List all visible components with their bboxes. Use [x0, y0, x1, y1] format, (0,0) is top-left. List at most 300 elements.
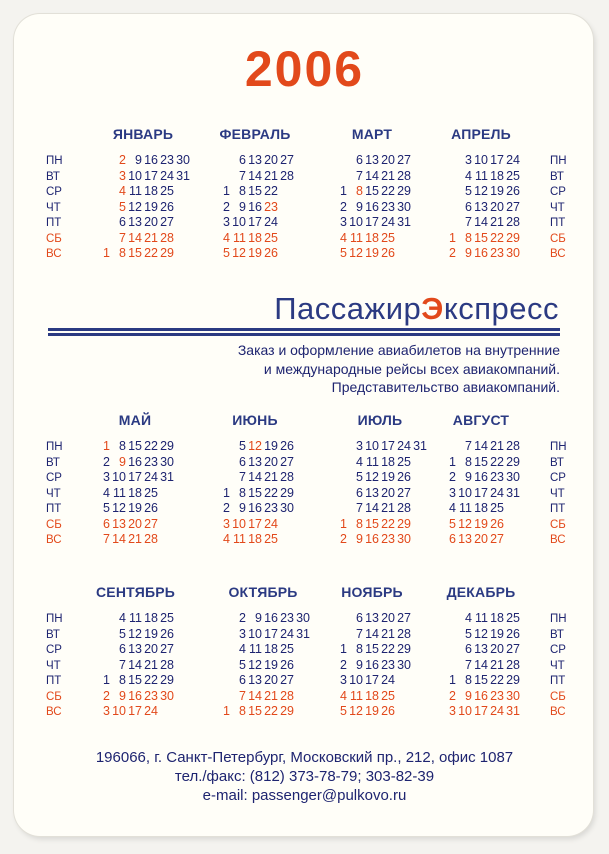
- day-label: ВС: [550, 248, 566, 260]
- day-cell: 18: [474, 501, 488, 515]
- day-cell: 18: [144, 611, 158, 625]
- day-cell: 18: [365, 688, 379, 703]
- day-cell: 20: [381, 153, 395, 167]
- day-cell: 18: [248, 230, 262, 245]
- day-cell: 14: [248, 470, 262, 484]
- month-days: [96, 439, 174, 548]
- day-cell: 22: [381, 642, 395, 656]
- day-label: ПТ: [550, 503, 566, 515]
- month-days: [333, 611, 411, 720]
- day-cell: 12: [474, 626, 488, 641]
- day-cell: 15: [248, 704, 262, 718]
- day-cell: 8: [239, 485, 246, 500]
- day-cell: 11: [475, 168, 488, 183]
- day-cell: 8: [356, 642, 363, 656]
- day-cell: 5: [465, 184, 472, 198]
- day-cell: 22: [490, 230, 504, 245]
- day-cell: 22: [264, 485, 278, 500]
- day-cell: 11: [350, 230, 363, 245]
- day-cell: 11: [350, 688, 363, 703]
- day-cell: 8: [239, 184, 246, 198]
- day-cell: 26: [264, 246, 278, 260]
- day-cell: [96, 215, 110, 231]
- day-cell: 11: [249, 642, 262, 656]
- day-cell: 3: [119, 168, 126, 183]
- day-cell: 9: [465, 688, 472, 703]
- day-cell: 18: [264, 642, 278, 656]
- day-cell: 27: [397, 611, 411, 625]
- day-cell: 2: [340, 532, 347, 546]
- day-cell: 26: [397, 470, 411, 484]
- day-cell: 15: [365, 184, 379, 198]
- day-cell: [216, 470, 230, 486]
- day-cell: 1: [340, 642, 347, 656]
- day-cell: 11: [233, 230, 246, 245]
- day-cell: 16: [474, 688, 488, 703]
- day-cell: 1: [340, 184, 347, 198]
- day-cell: 23: [381, 532, 395, 546]
- day-cell: 4: [465, 611, 472, 625]
- day-cell: 8: [119, 246, 126, 260]
- day-cell: [176, 246, 190, 262]
- day-cell: 17: [264, 626, 278, 641]
- day-cell: 7: [103, 532, 110, 546]
- day-cell: 25: [280, 642, 294, 656]
- month-name: ФЕВРАЛЬ: [219, 126, 291, 142]
- day-cell: 11: [366, 454, 379, 469]
- month-block: [333, 412, 427, 548]
- day-cell: 3: [449, 485, 456, 500]
- day-label: ПН: [46, 441, 63, 453]
- day-cell: 17: [248, 215, 262, 229]
- day-cell: [280, 246, 294, 262]
- day-cell: 22: [264, 704, 278, 718]
- tagline-line-1: Заказ и оформление авиабилетов на внутренние: [237, 342, 560, 358]
- month-days: [216, 153, 294, 262]
- day-cell: 11: [113, 485, 126, 500]
- day-cell: [397, 246, 411, 262]
- day-cell: 20: [381, 485, 395, 500]
- day-label: СБ: [46, 690, 62, 703]
- day-labels-right: [550, 154, 567, 263]
- day-cell: [216, 673, 230, 689]
- day-cell: 20: [264, 673, 278, 687]
- day-label: СР: [550, 472, 566, 484]
- day-cell: 19: [264, 657, 278, 672]
- day-cell: 29: [397, 516, 411, 531]
- month-name: ИЮЛЬ: [357, 412, 403, 428]
- day-cell: 31: [296, 626, 310, 641]
- day-cell: 12: [128, 626, 142, 641]
- day-cell: 4: [356, 454, 363, 469]
- day-cell: 10: [128, 168, 142, 183]
- day-cell: 15: [128, 673, 142, 687]
- day-cell: 16: [128, 688, 142, 703]
- month-block: [442, 126, 520, 262]
- day-cell: 28: [280, 688, 294, 703]
- day-cell: 3: [103, 470, 110, 484]
- day-cell: 3: [356, 439, 363, 453]
- day-cell: 21: [381, 168, 395, 183]
- month-days: [442, 611, 520, 720]
- month-name: ДЕКАБРЬ: [446, 584, 516, 600]
- day-cell: 26: [280, 439, 294, 453]
- day-cell: [160, 501, 174, 517]
- day-cell: [216, 611, 230, 627]
- day-cell: 30: [160, 688, 174, 703]
- day-label: ВС: [46, 706, 62, 718]
- day-cell: [442, 642, 456, 658]
- day-cell: 17: [490, 153, 504, 167]
- day-cell: [397, 231, 411, 247]
- day-cell: [280, 517, 294, 533]
- day-cell: 31: [397, 215, 411, 229]
- month-block: [442, 412, 520, 548]
- day-cell: 16: [365, 199, 379, 214]
- day-cell: 10: [248, 626, 262, 641]
- day-cell: 11: [233, 532, 246, 546]
- day-cell: 26: [506, 626, 520, 641]
- tagline-line-3: Представительство авиакомпаний.: [331, 379, 560, 395]
- day-cell: 30: [397, 532, 411, 546]
- day-cell: 11: [129, 611, 142, 625]
- day-cell: 27: [160, 642, 174, 656]
- day-cell: 21: [264, 168, 278, 183]
- month-days: [333, 439, 427, 548]
- day-cell: 6: [356, 611, 363, 625]
- day-cell: 13: [474, 642, 488, 656]
- day-cell: 28: [506, 439, 520, 453]
- footer-email[interactable]: e-mail: passenger@pulkovo.ru: [202, 787, 407, 804]
- day-cell: 19: [144, 626, 158, 641]
- day-cell: 4: [449, 501, 456, 515]
- day-cell: 25: [160, 184, 174, 198]
- day-cell: 7: [356, 501, 363, 515]
- day-cell: 29: [506, 230, 520, 245]
- day-label: СБ: [550, 690, 566, 703]
- day-label: ВТ: [46, 628, 60, 641]
- day-cell: 6: [356, 153, 363, 167]
- day-cell: 7: [465, 215, 472, 229]
- day-cell: 28: [160, 230, 174, 245]
- day-cell: 18: [144, 184, 158, 198]
- day-cell: [296, 642, 310, 658]
- day-cell: 15: [474, 454, 488, 469]
- month-block: [442, 584, 520, 720]
- day-cell: 25: [381, 688, 395, 703]
- day-cell: [442, 200, 456, 216]
- day-cell: 13: [248, 153, 262, 167]
- day-cell: 4: [465, 168, 472, 183]
- day-cell: 8: [356, 516, 363, 531]
- brand-logo-part2: кспресс: [443, 291, 559, 326]
- day-cell: [176, 184, 190, 200]
- day-label: ВТ: [550, 456, 564, 469]
- day-cell: 17: [248, 516, 262, 531]
- day-cell: 27: [280, 673, 294, 687]
- day-cell: 6: [239, 673, 246, 687]
- day-cell: 3: [340, 215, 347, 229]
- day-cell: [280, 231, 294, 247]
- day-cell: 8: [465, 454, 472, 469]
- day-cell: 16: [474, 246, 488, 260]
- day-label: ВС: [46, 248, 62, 260]
- day-cell: 3: [465, 153, 472, 167]
- day-cell: 12: [365, 470, 379, 484]
- day-cell: 17: [144, 168, 158, 183]
- day-cell: 5: [239, 439, 246, 453]
- day-label: ВС: [550, 706, 566, 718]
- brand-rule-top: [48, 328, 560, 331]
- day-cell: 20: [264, 454, 278, 469]
- day-cell: 14: [474, 215, 488, 229]
- day-cell: [442, 184, 456, 200]
- day-cell: 5: [223, 246, 230, 260]
- day-cell: 29: [160, 673, 174, 687]
- day-labels-right: [550, 612, 567, 721]
- day-cell: 2: [449, 470, 456, 484]
- day-cell: 12: [232, 246, 246, 260]
- day-cell: 12: [248, 439, 262, 453]
- day-label: ПН: [550, 441, 567, 453]
- month-block: [96, 126, 190, 262]
- day-cell: 28: [397, 168, 411, 183]
- day-cell: 21: [144, 230, 158, 245]
- day-cell: 22: [490, 454, 504, 469]
- day-cell: 4: [223, 532, 230, 546]
- day-cell: 27: [280, 454, 294, 469]
- day-cell: [216, 627, 230, 643]
- day-cell: [160, 532, 174, 548]
- day-cell: 11: [459, 501, 472, 515]
- day-cell: 13: [365, 611, 379, 625]
- day-cell: 22: [381, 184, 395, 198]
- day-cell: 23: [264, 501, 278, 515]
- day-cell: 13: [128, 642, 142, 656]
- day-cell: 24: [490, 704, 504, 718]
- day-cell: 1: [223, 184, 230, 198]
- day-cell: 19: [264, 439, 278, 453]
- day-cell: 24: [381, 673, 395, 687]
- day-cell: 13: [458, 532, 472, 546]
- day-cell: 14: [248, 688, 262, 703]
- month-block: [333, 126, 411, 262]
- day-cell: 2: [223, 199, 230, 214]
- day-cell: 16: [248, 501, 262, 515]
- day-cell: [442, 153, 456, 169]
- day-cell: 8: [239, 704, 246, 718]
- month-days: [333, 153, 411, 262]
- day-cell: 19: [128, 501, 142, 515]
- day-cell: [333, 486, 347, 502]
- month-name: АПРЕЛЬ: [451, 126, 511, 142]
- day-cell: 10: [458, 704, 472, 718]
- month-block: [216, 584, 310, 720]
- day-cell: 7: [239, 470, 246, 484]
- day-cell: 20: [128, 516, 142, 531]
- day-label: СБ: [550, 518, 566, 531]
- day-label: ЧТ: [550, 487, 565, 500]
- day-cell: 14: [474, 439, 488, 453]
- day-cell: 11: [475, 611, 488, 625]
- day-cell: [280, 184, 294, 200]
- day-cell: 19: [490, 626, 504, 641]
- day-cell: 2: [449, 688, 456, 703]
- day-cell: 14: [365, 626, 379, 641]
- day-cell: [506, 517, 520, 533]
- day-cell: 23: [280, 611, 294, 625]
- day-cell: 23: [144, 688, 158, 703]
- day-cell: 21: [490, 657, 504, 672]
- day-cell: 3: [340, 673, 347, 687]
- day-cell: 10: [474, 153, 488, 167]
- day-label: ПТ: [46, 675, 62, 687]
- day-cell: 14: [365, 501, 379, 515]
- day-cell: 23: [490, 470, 504, 484]
- day-cell: 14: [128, 657, 142, 672]
- day-cell: 3: [449, 704, 456, 718]
- day-cell: 10: [112, 704, 126, 718]
- day-cell: 2: [103, 454, 110, 469]
- day-label: СР: [46, 472, 62, 484]
- day-cell: 12: [128, 199, 142, 214]
- day-cell: 6: [119, 642, 126, 656]
- day-cell: 22: [144, 439, 158, 453]
- day-cell: [160, 486, 174, 502]
- day-cell: 24: [397, 439, 411, 453]
- day-cell: [216, 455, 230, 471]
- day-cell: 28: [280, 168, 294, 183]
- day-cell: [442, 611, 456, 627]
- day-label: ПТ: [46, 503, 62, 515]
- day-cell: 15: [128, 439, 142, 453]
- day-cell: 4: [340, 230, 347, 245]
- month-name: НОЯБРЬ: [341, 584, 403, 600]
- day-cell: 7: [119, 230, 126, 245]
- day-cell: 28: [160, 657, 174, 672]
- day-cell: [176, 231, 190, 247]
- day-label: ПН: [550, 613, 567, 625]
- day-cell: 23: [381, 657, 395, 672]
- day-cell: 25: [506, 168, 520, 183]
- day-label: ПТ: [550, 675, 566, 687]
- day-cell: 18: [365, 230, 379, 245]
- day-label: ПН: [46, 155, 63, 167]
- day-cell: 17: [381, 439, 395, 453]
- day-cell: 17: [128, 704, 142, 718]
- day-cell: 1: [103, 246, 110, 260]
- day-cell: 2: [340, 199, 347, 214]
- day-label: ПТ: [550, 217, 566, 229]
- day-cell: [333, 439, 347, 455]
- day-cell: 22: [144, 246, 158, 260]
- day-label: ЧТ: [550, 201, 565, 214]
- month-name: МАРТ: [351, 126, 393, 142]
- day-cell: 23: [490, 246, 504, 260]
- day-cell: 30: [160, 454, 174, 469]
- day-cell: 27: [397, 153, 411, 167]
- day-cell: 31: [413, 439, 427, 453]
- day-label: СР: [46, 186, 62, 198]
- day-cell: 29: [506, 454, 520, 469]
- day-cell: [96, 658, 110, 674]
- day-cell: 8: [465, 673, 472, 687]
- day-cell: 1: [449, 454, 456, 469]
- day-cell: 6: [465, 642, 472, 656]
- day-cell: 17: [474, 485, 488, 500]
- day-cell: 21: [381, 501, 395, 515]
- tagline-line-2: и международные рейсы всех авиакомпаний.: [263, 360, 560, 377]
- day-cell: 20: [144, 642, 158, 656]
- day-cell: 5: [465, 626, 472, 641]
- day-cell: [397, 689, 411, 705]
- day-cell: 22: [144, 673, 158, 687]
- day-cell: 15: [474, 673, 488, 687]
- day-cell: 31: [506, 485, 520, 500]
- day-cell: 9: [356, 532, 363, 546]
- day-cell: 22: [490, 673, 504, 687]
- day-cell: 11: [129, 184, 142, 198]
- day-cell: 12: [349, 246, 363, 260]
- day-cell: 5: [239, 657, 246, 672]
- day-cell: 25: [381, 230, 395, 245]
- day-labels-left: [46, 612, 63, 721]
- day-cell: [442, 627, 456, 643]
- day-cell: [333, 501, 347, 517]
- day-cell: 21: [264, 470, 278, 484]
- day-cell: 26: [381, 704, 395, 718]
- day-cell: 8: [119, 439, 126, 453]
- day-cell: 24: [264, 215, 278, 229]
- day-cell: 20: [264, 153, 278, 167]
- day-cell: 5: [119, 626, 126, 641]
- day-cell: 18: [490, 168, 504, 183]
- day-cell: 4: [239, 642, 246, 656]
- day-cell: 9: [255, 611, 262, 625]
- day-cell: 15: [365, 516, 379, 531]
- day-cell: [96, 627, 110, 643]
- day-cell: [397, 673, 411, 689]
- day-cell: 22: [264, 184, 278, 198]
- day-cell: 7: [119, 657, 126, 672]
- day-cell: 19: [365, 246, 379, 260]
- footer-address: 196066, г. Санкт-Петербург, Московский пр., 212, офис 1087: [95, 749, 514, 766]
- day-cell: 26: [381, 246, 395, 260]
- day-cell: 4: [119, 184, 126, 198]
- day-label: ВТ: [46, 170, 60, 183]
- day-cell: 15: [128, 246, 142, 260]
- month-name: МАЙ: [118, 412, 152, 428]
- day-cell: 17: [128, 470, 142, 484]
- day-cell: 10: [458, 485, 472, 500]
- day-cell: [413, 532, 427, 548]
- day-cell: 13: [365, 153, 379, 167]
- day-cell: [160, 704, 174, 720]
- day-cell: 30: [506, 246, 520, 260]
- day-cell: 21: [490, 439, 504, 453]
- day-cell: 7: [239, 168, 246, 183]
- day-cell: 18: [248, 532, 262, 546]
- day-cell: 20: [474, 532, 488, 546]
- day-cell: 7: [356, 626, 363, 641]
- day-cell: [296, 658, 310, 674]
- day-cell: [216, 439, 230, 455]
- day-cell: 24: [144, 704, 158, 718]
- day-cell: 14: [365, 168, 379, 183]
- day-cell: 27: [280, 153, 294, 167]
- day-cell: 21: [264, 688, 278, 703]
- day-cell: 18: [381, 454, 395, 469]
